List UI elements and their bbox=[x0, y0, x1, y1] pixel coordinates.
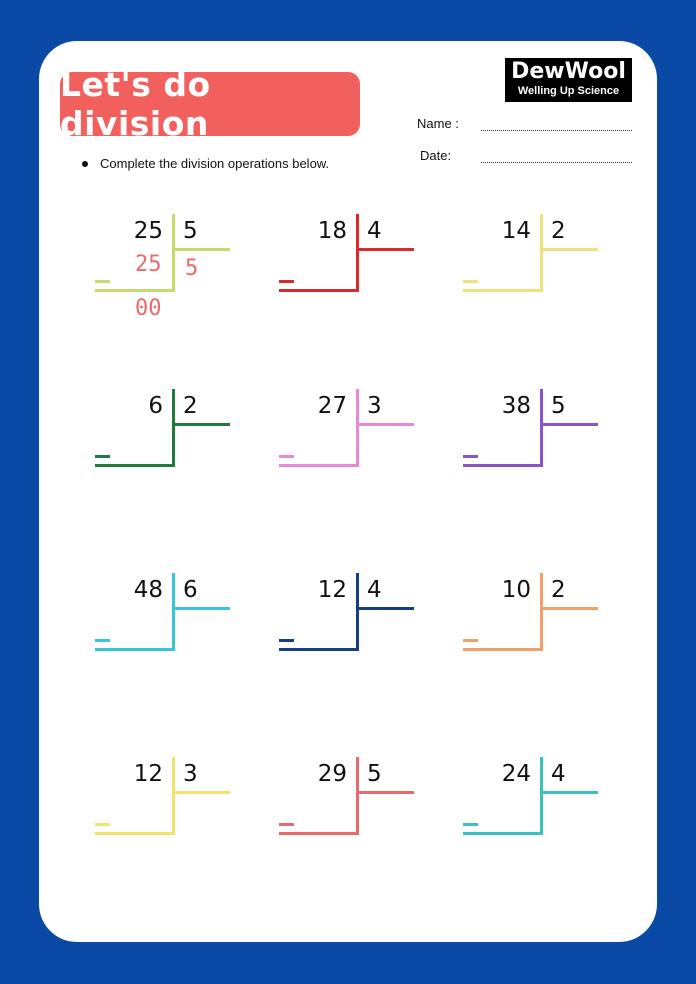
instruction-text: Complete the division operations below. bbox=[100, 156, 330, 171]
bracket-vertical bbox=[356, 757, 359, 835]
worked-remainder: 00 bbox=[135, 296, 162, 321]
logo-tagline: Welling Up Science bbox=[517, 85, 620, 97]
minus-sign bbox=[463, 639, 478, 642]
division-problem bbox=[279, 214, 429, 324]
dividend: 6 bbox=[148, 393, 163, 419]
date-label: Date: bbox=[420, 148, 452, 163]
bracket-vertical bbox=[356, 389, 359, 467]
answer-line[interactable] bbox=[463, 832, 543, 835]
bracket-vertical bbox=[356, 214, 359, 292]
division-problem bbox=[95, 573, 245, 683]
logo-brand: DewWool bbox=[511, 59, 626, 84]
division-problem bbox=[95, 389, 245, 499]
answer-line[interactable] bbox=[463, 648, 543, 651]
division-problem bbox=[463, 757, 613, 867]
answer-line[interactable] bbox=[279, 832, 359, 835]
bracket-top-line bbox=[172, 248, 230, 251]
bracket-top-line bbox=[172, 607, 230, 610]
page-title: Let's do division bbox=[60, 65, 211, 143]
bracket-top-line bbox=[356, 248, 414, 251]
dividend: 12 bbox=[133, 761, 163, 787]
answer-line[interactable] bbox=[95, 464, 175, 467]
dividend: 24 bbox=[501, 761, 531, 787]
division-problem bbox=[95, 214, 245, 324]
divisor: 4 bbox=[367, 218, 382, 244]
worked-subtract: 25 bbox=[135, 252, 162, 277]
divisor: 6 bbox=[183, 577, 198, 603]
bracket-top-line bbox=[540, 248, 598, 251]
dividend: 48 bbox=[133, 577, 163, 603]
answer-line[interactable] bbox=[279, 648, 359, 651]
division-problem bbox=[463, 573, 613, 683]
minus-sign bbox=[95, 455, 110, 458]
divisor: 5 bbox=[367, 761, 382, 787]
divisor: 2 bbox=[551, 577, 566, 603]
minus-sign bbox=[95, 823, 110, 826]
minus-sign bbox=[463, 823, 478, 826]
answer-line[interactable] bbox=[463, 289, 543, 292]
logo bbox=[505, 58, 632, 102]
answer-line[interactable] bbox=[95, 832, 175, 835]
divisor: 5 bbox=[551, 393, 566, 419]
dividend: 29 bbox=[317, 761, 347, 787]
dividend: 14 bbox=[501, 218, 531, 244]
division-problem bbox=[279, 573, 429, 683]
minus-sign bbox=[463, 280, 478, 283]
division-problem bbox=[279, 757, 429, 867]
bracket-top-line bbox=[356, 791, 414, 794]
title-banner bbox=[60, 65, 360, 143]
divisor: 4 bbox=[551, 761, 566, 787]
bracket-vertical bbox=[540, 389, 543, 467]
bracket-top-line bbox=[172, 423, 230, 426]
bracket-top-line bbox=[356, 423, 414, 426]
dividend: 25 bbox=[133, 218, 163, 244]
answer-line[interactable] bbox=[279, 289, 359, 292]
answer-line[interactable] bbox=[95, 289, 175, 292]
division-problem bbox=[463, 214, 613, 324]
bracket-vertical bbox=[172, 214, 175, 292]
bullet-icon bbox=[82, 161, 88, 167]
bracket-vertical bbox=[172, 573, 175, 651]
dividend: 18 bbox=[317, 218, 347, 244]
minus-sign bbox=[279, 639, 294, 642]
answer-line[interactable] bbox=[95, 648, 175, 651]
worked-quotient: 5 bbox=[185, 256, 199, 281]
bracket-top-line bbox=[540, 423, 598, 426]
bracket-top-line bbox=[356, 607, 414, 610]
bracket-vertical bbox=[540, 214, 543, 292]
answer-line[interactable] bbox=[463, 464, 543, 467]
bracket-vertical bbox=[540, 573, 543, 651]
minus-sign bbox=[95, 280, 110, 283]
dividend: 12 bbox=[317, 577, 347, 603]
minus-sign bbox=[95, 639, 110, 642]
bracket-top-line bbox=[172, 791, 230, 794]
bracket-top-line bbox=[540, 791, 598, 794]
name-label: Name : bbox=[417, 116, 459, 131]
divisor: 3 bbox=[183, 761, 198, 787]
divisor: 2 bbox=[183, 393, 198, 419]
minus-sign bbox=[279, 823, 294, 826]
divisor: 2 bbox=[551, 218, 566, 244]
bracket-top-line bbox=[540, 607, 598, 610]
bracket-vertical bbox=[540, 757, 543, 835]
dividend: 27 bbox=[317, 393, 347, 419]
minus-sign bbox=[279, 455, 294, 458]
date-field[interactable] bbox=[481, 162, 632, 163]
division-problem bbox=[463, 389, 613, 499]
divisor: 3 bbox=[367, 393, 382, 419]
name-field[interactable] bbox=[481, 130, 632, 131]
division-problem bbox=[279, 389, 429, 499]
minus-sign bbox=[463, 455, 478, 458]
instruction bbox=[82, 156, 329, 171]
minus-sign bbox=[279, 280, 294, 283]
bracket-vertical bbox=[356, 573, 359, 651]
dividend: 38 bbox=[501, 393, 531, 419]
divisor: 4 bbox=[367, 577, 382, 603]
dividend: 10 bbox=[501, 577, 531, 603]
bracket-vertical bbox=[172, 757, 175, 835]
divisor: 5 bbox=[183, 218, 198, 244]
division-problem bbox=[95, 757, 245, 867]
answer-line[interactable] bbox=[279, 464, 359, 467]
bracket-vertical bbox=[172, 389, 175, 467]
